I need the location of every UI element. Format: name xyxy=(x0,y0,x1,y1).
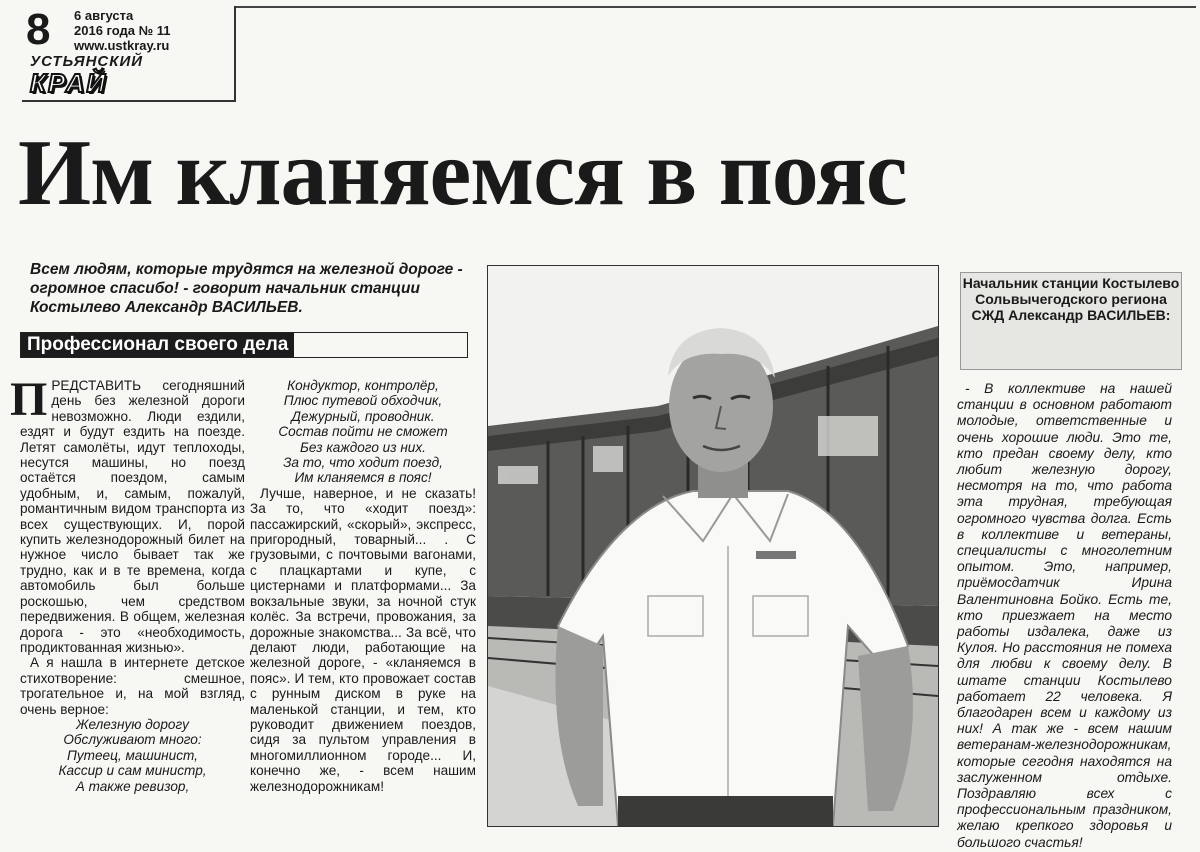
caption: Начальник станции Костылево Сольвычегодского региона СЖД Александр ВАСИЛЬЕВ: xyxy=(962,275,1180,324)
paragraph: Лучше, наверное, и не сказать! За то, что «ходит поезд»: пассажирский, «скорый», экспресс, пригородный, товарный... . С грузовыми, с почтовыми вагонами, с плацкартами и купе, с цистернами и платформами... За вокзальные звуки, за ночной стук колёс. За встречи, провожания, за дорожные знакомства... За всё, что делают люди, работающие на железной дороге, - «кланяемся в пояс». И тем, кто провожает состав с рунным диском в руке на маленькой станции, и тем, кто руководит движением поездов, сидя за пультом управления в многомиллионном городе... И, конечно же, - всем нашим железнодорожникам! xyxy=(250,485,476,794)
caption-box xyxy=(960,272,1182,370)
issue-info xyxy=(74,8,170,53)
column-2 xyxy=(250,378,476,794)
poem-part-2 xyxy=(250,378,476,486)
section-bar xyxy=(20,332,468,358)
intro-text: РЕДСТАВИТЬ сегодняшний день без железной дороги невозможно. Люди ездили, ездят и будут ездить на поезде. Летят самолёты, идут теплоходы, несутся машины, но поезд остаётся поездом, самым удобным, и, самым, пожалуй, романтичным видом транспорта из всех существующих. И, порой купить железнодорожный билет на нужное число бывает так же трудно, как и в те времена, когда автомобиль был больше роскошью, чем средством передвижения. В общем, железная дорога - это «необходимость, продиктованная жизнью». xyxy=(20,378,245,655)
poem-line: За то, что ходит поезд, xyxy=(283,455,443,471)
intro-paragraph xyxy=(10,373,245,655)
brand-top: УСТЬЯНСКИЙ xyxy=(30,53,144,70)
poem-line: Кондуктор, контролёр, xyxy=(287,378,439,393)
quote-paragraph: - В коллективе на нашей станции в основном работают молодые, ответственные и очень хорошие люди. Это те, кто предан своему делу, кто любит железную дорогу, несмотря на то, что работа эта трудная, требующая огромного чувства долга. Есть в коллективе и ветераны, специалисты с многолетним опытом. Это, например, приёмосдатчик Ирина Валентиновна Бойко. Есть те, кто приезжает на место работы издалека, даже из Кулоя. Но расстояния не помеха для любви к своему делу. В штате станции Костылево работает 22 человека. Я благодарен всем и каждому из них! А так же - всем нашим ветеранам-железнодорожникам, которые сегодня находятся на заслуженном отдыхе. Поздравляю всех с профессиональным праздником, желаю крепкого здоровья и большого счастья! xyxy=(957,381,1172,850)
poem-line: Обслуживают много: xyxy=(63,732,202,748)
masthead xyxy=(22,6,236,102)
poem-line: Железную дорогу xyxy=(76,716,189,732)
portrait-photo xyxy=(487,265,939,827)
poem-line: Дежурный, проводник. xyxy=(291,408,435,424)
poem-line: А также ревизор, xyxy=(75,778,190,794)
column-1 xyxy=(10,373,245,794)
brand-logo: КРАЙ xyxy=(30,68,108,98)
poem-part-1 xyxy=(20,717,245,794)
issue-date: 6 августа xyxy=(74,8,134,23)
drop-cap: П xyxy=(10,373,48,426)
issue-number: 2016 года № 11 xyxy=(74,23,171,38)
poem-line: Путеец, машинист, xyxy=(67,747,198,763)
poem-line: Плюс путевой обходчик, xyxy=(283,393,443,409)
poem-line: Им кланяемся в пояс! xyxy=(294,470,432,486)
headline: Им кланяемся в пояс xyxy=(18,121,907,225)
lead-paragraph: Всем людям, которые трудятся на железной дороге - огромное спасибо! - говорит начальник станции Костылево Александр ВАСИЛЬЕВ. xyxy=(30,261,463,316)
top-rule xyxy=(236,6,1196,8)
page-number: 8 xyxy=(26,5,51,54)
poem-line: Без каждого из них. xyxy=(300,439,426,455)
section-label: Профессионал своего дела xyxy=(21,333,294,357)
website: www.ustkray.ru xyxy=(74,38,170,53)
column-quote xyxy=(957,381,1172,851)
poem-line: Кассир и сам министр, xyxy=(58,763,207,779)
poem-line: Состав пойти не сможет xyxy=(278,424,448,440)
paragraph: А я нашла в интернете детское стихотворение: смешное, трогательное и, на мой взгляд, очень верное: xyxy=(20,655,245,717)
